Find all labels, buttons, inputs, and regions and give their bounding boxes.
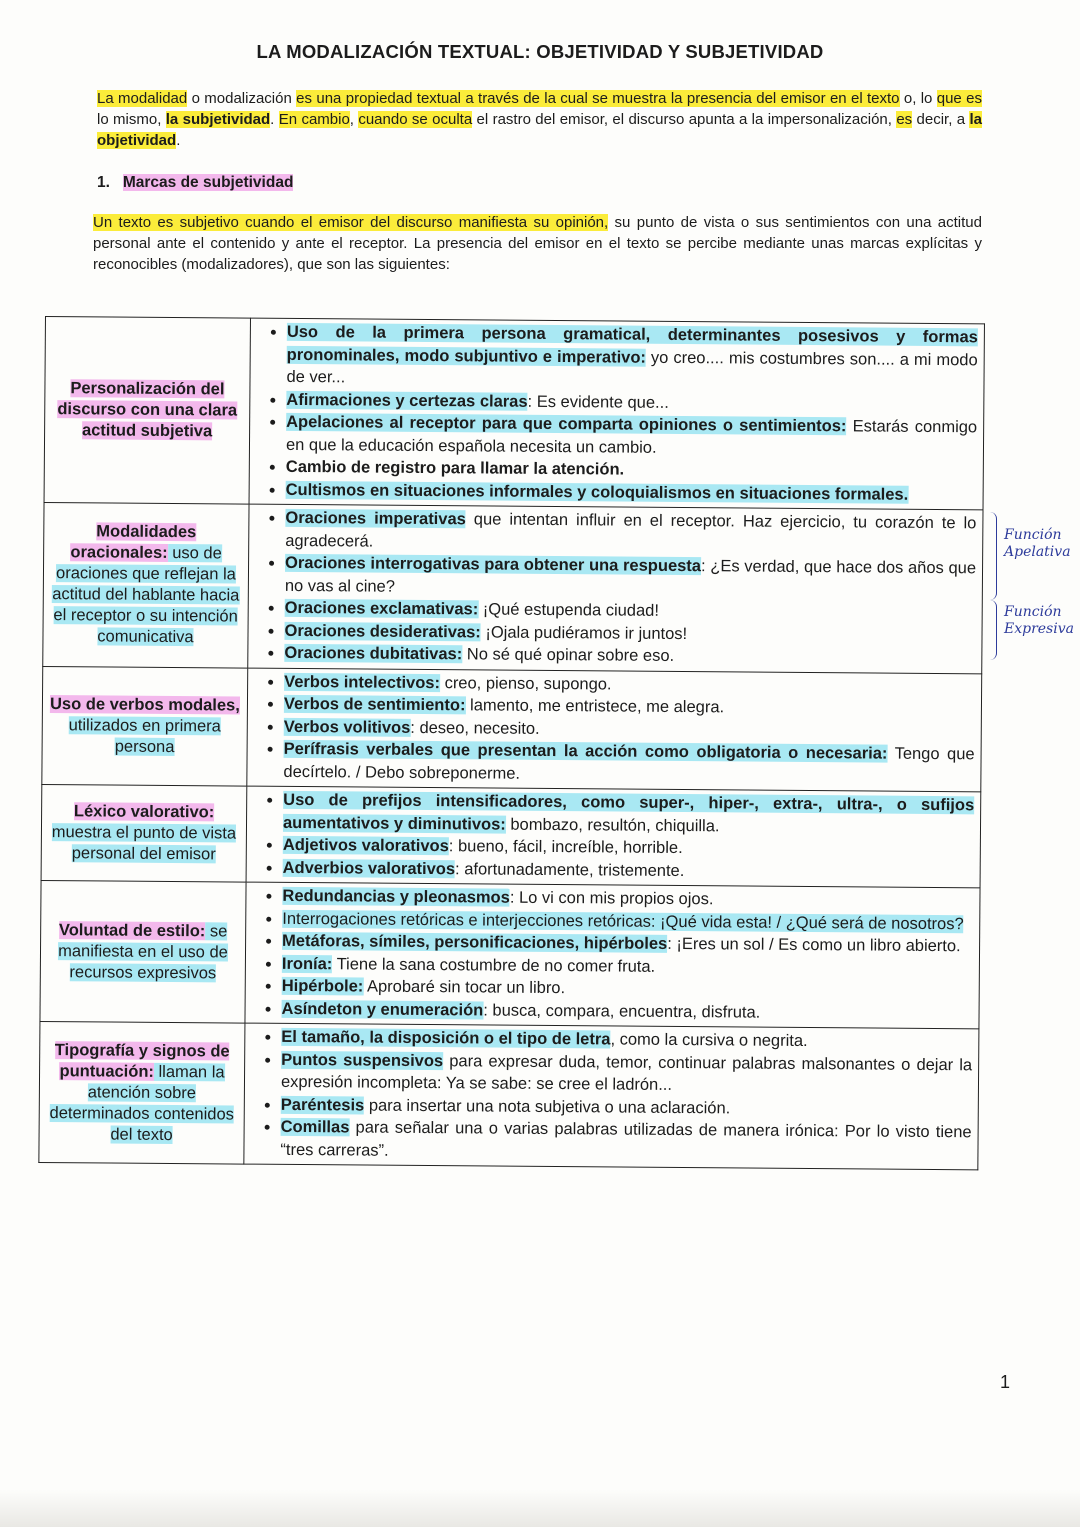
item-term: Verbos intelectivos: <box>284 672 441 692</box>
item-example: No sé qué opinar sobre eso. <box>462 645 675 665</box>
category-title: Voluntad de estilo: <box>58 920 206 940</box>
item-example: : ¡Eres un sol / Es como un libro abierto. <box>667 934 961 956</box>
description-cell <box>248 504 983 673</box>
item-example: : bueno, fácil, increíble, horrible. <box>448 837 683 858</box>
list-item <box>286 478 977 506</box>
item-example: Estarás conmigo en que la educación española necesita un cambio. <box>285 417 978 457</box>
item-example: bombazo, resultón, chiquilla. <box>505 815 720 835</box>
category-desc: llaman la atención sobre determinados contenidos del texto <box>49 1062 234 1144</box>
description-cell <box>246 786 981 888</box>
table-row <box>41 784 981 887</box>
note-line: Función <box>1004 604 1062 620</box>
category-title: Léxico valorativo: <box>73 802 215 822</box>
category-cell <box>42 666 248 786</box>
item-example: Tengo que decírtelo. / Debo sobreponerme. <box>283 744 975 783</box>
intro-fragment: es <box>896 111 913 128</box>
intro-fragment: En cambio <box>278 111 350 128</box>
category-title: Tipografía y signos de puntuación: <box>54 1040 230 1081</box>
category-title: Uso de verbos modales, <box>49 694 240 715</box>
description-cell <box>247 668 982 792</box>
item-term: Redundancias y pleonasmos <box>282 886 510 907</box>
description-cell <box>245 882 980 1029</box>
item-example: que intentan influir en el receptor. Haz ejercicio, tu corazón te lo agradecerá. <box>285 510 977 551</box>
item-example: : Es evidente que... <box>527 392 669 412</box>
category-cell <box>43 502 249 667</box>
table-row <box>39 1021 979 1169</box>
intro-fragment: lo mismo, <box>97 111 166 128</box>
subjectivity-paragraph <box>93 212 982 275</box>
handwritten-brace <box>990 512 997 600</box>
intro-fragment: La modalidad <box>97 90 188 107</box>
page-number: 1 <box>1000 1372 1011 1392</box>
intro-fragment: el rastro del emisor, el discurso apunta a la impersonalización, <box>472 111 897 128</box>
item-example: ¡Qué estupenda ciudad! <box>478 600 660 620</box>
item-example: lamento, me entristece, me alegra. <box>465 696 725 717</box>
description-cell <box>249 318 984 510</box>
table-row <box>43 502 983 673</box>
handwritten-note-apelativa <box>1004 527 1071 561</box>
list-item <box>284 642 975 670</box>
item-term: Uso de prefijos intensificadores, como super-, hiper-, extra-, ultra-, o sufijos aumentativos y diminutivos: <box>282 790 975 834</box>
table-row <box>42 666 982 792</box>
list-item <box>283 856 974 884</box>
item-term: Oraciones dubitativas: <box>284 643 463 664</box>
item-term: Cultismos en situaciones informales y coloquialismos en situaciones formales. <box>285 480 909 504</box>
item-term: Puntos suspensivos <box>281 1050 444 1070</box>
item-example: : Lo vi con mis propios ojos. <box>509 888 714 909</box>
list-item <box>286 411 977 461</box>
item-term: Oraciones imperativas <box>285 508 466 529</box>
list-item <box>281 1048 972 1098</box>
item-term: Verbos volitivos <box>283 717 411 737</box>
para-highlight: Un texto es subjetivo cuando el emisor del discurso manifiesta su opinión, <box>93 214 609 231</box>
item-example: Interrogaciones retóricas e interjecciones retóricas: ¡Qué vida esta! / ¿Qué será de nosotros? <box>282 909 964 933</box>
category-cell <box>40 880 246 1023</box>
item-example: : ¿Es verdad, que hace dos años que no vas al cine? <box>284 557 977 596</box>
intro-fragment: que es <box>936 90 982 107</box>
intro-fragment: la subjetividad <box>165 111 271 128</box>
item-term: Uso de la primera persona gramatical, determinantes posesivos y formas pronominales, modo subjuntivo e imperativo: <box>286 322 978 367</box>
item-term: Apelaciones al receptor para que comparta opiniones o sentimientos: <box>286 412 847 436</box>
category-desc: uso de oraciones que reflejan la actitud del hablante hacia el receptor o su intención comunicativa <box>52 544 240 647</box>
item-term: Paréntesis <box>280 1095 365 1115</box>
item-example: yo creo.... mis costumbres son.... a mi modo de ver... <box>286 348 978 387</box>
list-item <box>286 321 978 394</box>
item-example: : afortunadamente, tristemente. <box>455 859 685 880</box>
category-cell <box>41 784 247 882</box>
intro-fragment: decir, a <box>912 111 970 128</box>
category-desc: utilizados en primera persona <box>69 696 240 755</box>
category-cell <box>39 1021 245 1164</box>
category-title: Personalización del discurso con una clara actitud subjetiva <box>57 379 238 441</box>
section-heading <box>97 174 293 192</box>
item-example: para expresar duda, temor, continuar palabras malsonantes o dejar la expresión incompleta: Ya se sabe: se cree el ladrón... <box>280 1051 973 1094</box>
page-edge <box>0 1490 1080 1527</box>
handwritten-brace <box>990 600 997 660</box>
item-term: Hipérbole: <box>281 976 364 996</box>
list-item <box>285 507 976 557</box>
item-example: creo, pienso, supongo. <box>439 673 612 693</box>
item-term: Perífrasis verbales que presentan la acción como obligatoria o necesaria: <box>283 739 888 763</box>
subjectivity-marks-table <box>38 316 985 1170</box>
item-term: Comillas <box>280 1117 350 1137</box>
item-example: : busca, compara, encuentra, disfruta. <box>483 1000 761 1022</box>
intro-fragment: cuando se oculta <box>358 111 473 128</box>
item-term: Verbos de sentimiento: <box>283 694 466 715</box>
item-example: para señalar una o varias palabras utilizadas de manera irónica: Por lo visto tiene “tres carreras”. <box>280 1118 972 1160</box>
item-term: El tamaño, la disposición o el tipo de letra <box>281 1027 611 1049</box>
item-example: ¡Ojala pudiéramos ir juntos! <box>480 622 688 643</box>
page-title: LA MODALIZACIÓN TEXTUAL: OBJETIVIDAD Y SUBJETIVIDAD <box>256 41 824 62</box>
intro-fragment: es una propiedad textual a través de la cual se muestra la presencia del emisor en el texto <box>296 90 900 107</box>
category-desc: muestra el punto de vista personal del emisor <box>52 803 236 863</box>
item-term: Afirmaciones y certezas claras <box>286 390 528 411</box>
table-row <box>40 880 980 1028</box>
item-example: Tiene la sana costumbre de no comer fruta. <box>332 954 656 976</box>
item-example: : deseo, necesito. <box>410 718 540 738</box>
category-desc: se manifiesta en el uso de recursos expresivos <box>58 921 228 982</box>
intro-fragment: o modalización <box>187 90 297 107</box>
item-term: Metáforas, símiles, personificaciones, hipérboles <box>282 931 668 953</box>
intro-fragment: . <box>270 111 279 128</box>
intro-fragment: , <box>349 111 359 128</box>
item-term: Oraciones desiderativas: <box>284 621 481 641</box>
item-example: para insertar una nota subjetiva o una aclaración. <box>364 1096 731 1117</box>
item-example: , como la cursiva o negrita. <box>610 1030 808 1051</box>
intro-fragment: . <box>176 132 181 149</box>
note-line: Función <box>1004 527 1062 543</box>
item-term: Adjetivos valorativos <box>282 835 449 856</box>
intro-fragment: la objetividad <box>97 111 982 149</box>
intro-paragraph <box>97 88 982 151</box>
intro-fragment: o, lo <box>899 90 937 107</box>
list-item <box>283 738 974 788</box>
item-term: Ironía: <box>281 954 333 973</box>
item-term: Asíndeton y enumeración <box>281 999 484 1019</box>
list-item <box>283 789 974 839</box>
note-line: Expresiva <box>1004 621 1074 637</box>
list-item <box>285 552 976 602</box>
item-term: Oraciones exclamativas: <box>284 598 479 619</box>
section-number: 1. <box>97 174 110 191</box>
item-example: Aprobaré sin tocar un libro. <box>363 977 566 998</box>
section-title: Marcas de subjetividad <box>122 174 294 191</box>
handwritten-note-expresiva <box>1004 604 1074 638</box>
description-cell <box>244 1023 979 1170</box>
list-item <box>281 997 972 1025</box>
list-item <box>280 1116 971 1166</box>
para-text: su punto de vista o sus sentimientos con una actitud personal ante el contenido y ante el receptor. La presencia del emisor en el texto se percibe mediante unas marcas explícitas y reconocibles (modalizadores), que son las siguientes: <box>93 214 982 273</box>
note-line: Apelativa <box>1004 544 1071 560</box>
item-term: Adverbios valorativos <box>282 858 456 878</box>
category-cell <box>44 317 250 505</box>
category-title: Modalidades oracionales: <box>70 522 197 563</box>
table-row <box>44 317 984 510</box>
item-term: Oraciones interrogativas para obtener una respuesta <box>284 553 702 576</box>
item-term: Cambio de registro para llamar la atención. <box>285 457 625 479</box>
